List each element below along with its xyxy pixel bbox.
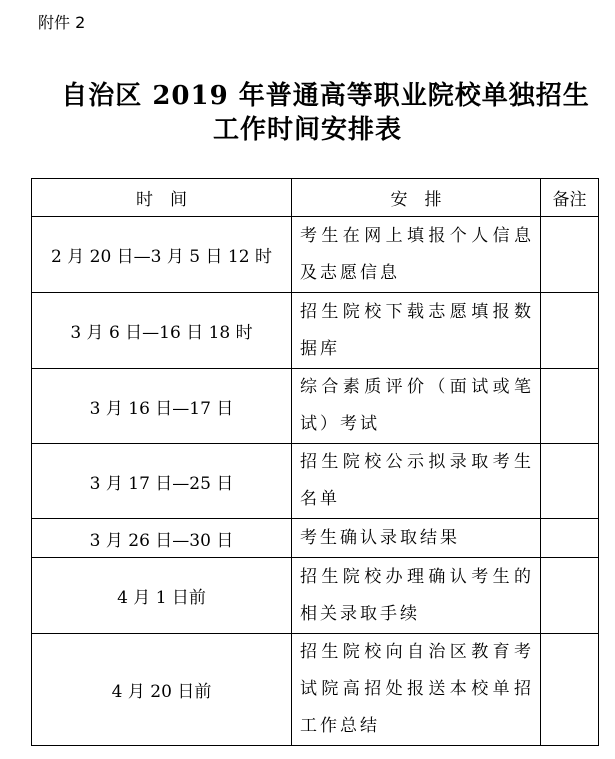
cell-arrangement: 招生院校下载志愿填报数据库 [292, 293, 541, 369]
header-time: 时 间 [32, 179, 292, 217]
cell-note [541, 558, 599, 634]
cell-note [541, 634, 599, 746]
page-title: 自治区 2019 年普通高等职业院校单独招生 [61, 81, 590, 111]
cell-time: 4 月 20 日前 [32, 634, 292, 746]
cell-arrangement: 招生院校向自治区教育考试院高招处报送本校单招工作总结 [292, 634, 541, 746]
page-subtitle: 工作时间安排表 [212, 115, 402, 145]
cell-arrangement: 考生确认录取结果 [292, 519, 541, 558]
cell-note [541, 444, 599, 519]
table-row [32, 217, 599, 293]
cell-time: 3 月 6 日—16 日 18 时 [32, 293, 292, 369]
table-row [32, 369, 599, 444]
table-row [32, 519, 599, 558]
schedule-table [31, 178, 599, 746]
attachment-label: 附件 2 [38, 13, 86, 32]
table-row [32, 293, 599, 369]
cell-arrangement: 考生在网上填报个人信息及志愿信息 [292, 217, 541, 293]
header-arrangement: 安 排 [292, 179, 541, 217]
table-row [32, 634, 599, 746]
header-note: 备注 [541, 179, 599, 217]
table-header-row [32, 179, 599, 217]
table-row [32, 444, 599, 519]
cell-time: 3 月 16 日—17 日 [32, 369, 292, 444]
cell-arrangement: 综合素质评价（面试或笔试）考试 [292, 369, 541, 444]
cell-time: 4 月 1 日前 [32, 558, 292, 634]
cell-arrangement: 招生院校办理确认考生的相关录取手续 [292, 558, 541, 634]
cell-note [541, 369, 599, 444]
cell-note [541, 217, 599, 293]
cell-note [541, 293, 599, 369]
table-row [32, 558, 599, 634]
cell-arrangement: 招生院校公示拟录取考生名单 [292, 444, 541, 519]
cell-time: 3 月 17 日—25 日 [32, 444, 292, 519]
cell-time: 3 月 26 日—30 日 [32, 519, 292, 558]
cell-time: 2 月 20 日—3 月 5 日 12 时 [32, 217, 292, 293]
cell-note [541, 519, 599, 558]
